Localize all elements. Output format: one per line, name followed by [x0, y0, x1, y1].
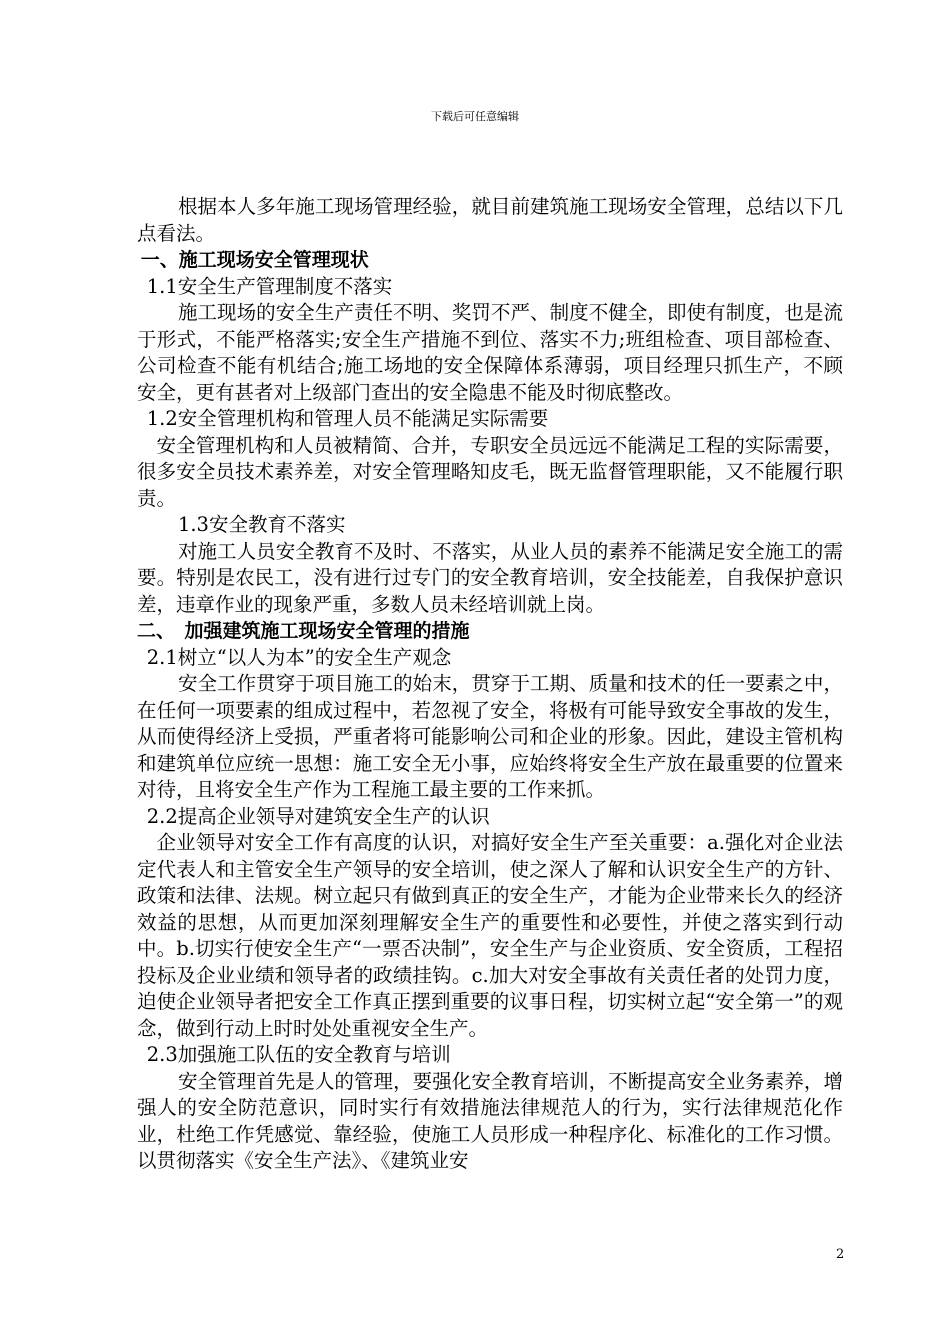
subsection-1-1-paragraph: 施工现场的安全生产责任不明、奖罚不严、制度不健全，即使有制度，也是流于形式，不能严格落实;安全生产措施不到位、落实不力;班组检查、项目部检查、公司检查不能有机结合;施工场地的安全保障体系薄弱，项目经理只抓生产，不顾安全，更有甚者对上级部门查出的安全隐患不能及时彻底整改。 [137, 301, 843, 404]
subsection-1-3-heading: 1.3安全教育不落实 [177, 513, 346, 536]
subsection-2-3-heading: 2.3加强施工队伍的安全教育与培训 [146, 1043, 451, 1066]
page-number: 2 [836, 1247, 845, 1262]
subsection-2-2-paragraph: 企业领导对安全工作有高度的认识，对搞好安全生产至关重要：a.强化对企业法定代表人和主管安全生产领导的安全培训，使之深人了解和认识安全生产的方针、政策和法律、法规。树立起只有做到真正的安全生产，才能为企业带来长久的经济效益的思想，从而更加深刻理解安全生产的重要性和必要性，并使之落实到行动中。b.切实行使安全生产“一票否决制”，安全生产与企业资质、安全资质，工程招投标及企业业绩和领导者的政绩挂钩。c.加大对安全事故有关责任者的处罚力度，迫使企业领导者把安全工作真正摆到重要的议事日程，切实树立起“安全第一”的观念，做到行动上时时处处重视安全生产。 [137, 831, 843, 1040]
page-header-note: 下载后可任意编辑 [431, 110, 519, 123]
subsection-1-3-paragraph: 对施工人员安全教育不及时、不落实，从业人员的素养不能满足安全施工的需要。特别是农民工，没有进行过专门的安全教育培训，安全技能差，自我保护意识差，违章作业的现象严重，多数人员未经培训就上岗。 [137, 539, 843, 616]
document-body [137, 194, 843, 1175]
intro-paragraph: 根据本人多年施工现场管理经验，就目前建筑施工现场安全管理，总结以下几点看法。 [137, 195, 843, 245]
subsection-2-2-heading: 2.2提高企业领导对建筑安全生产的认识 [146, 804, 490, 828]
section-1-heading: 一、施工现场安全管理现状 [140, 249, 369, 271]
subsection-2-1-heading: 2.1树立“以人为本”的安全生产观念 [146, 645, 452, 669]
subsection-1-2-heading: 1.2安全管理机构和管理人员不能满足实际需要 [146, 407, 549, 430]
subsection-2-3-paragraph: 安全管理首先是人的管理，要强化安全教育培训，不断提高安全业务素养，增强人的安全防范意识，同时实行有效措施法律规范人的行为，实行法律规范化作业，杜绝工作凭感觉、靠经验，使施工人员形成一种程序化、标准化的工作习惯。以贯彻落实《安全生产法》、《建筑业安 [137, 1069, 843, 1172]
subsection-2-1-paragraph: 安全工作贯穿于项目施工的始末，贯穿于工期、质量和技术的任一要素之中，在任何一项要素的组成过程中，若忽视了安全，将极有可能导致安全事故的发生，从而使得经济上受损，严重者将可能影响公司和企业的形象。因此，建设主管机构和建筑单位应统一思想：施工安全无小事，应始终将安全生产放在最重要的位置来对待，且将安全生产作为工程施工最主要的工作来抓。 [137, 672, 843, 801]
section-2-heading: 二、 加强建筑施工现场安全管理的措施 [137, 620, 470, 642]
subsection-1-2-paragraph: 安全管理机构和人员被精简、合并，专职安全员远远不能满足工程的实际需要，很多安全员技术素养差，对安全管理略知皮毛，既无监督管理职能，又不能履行职责。 [137, 433, 843, 510]
subsection-1-1-heading: 1.1安全生产管理制度不落实 [146, 274, 393, 298]
